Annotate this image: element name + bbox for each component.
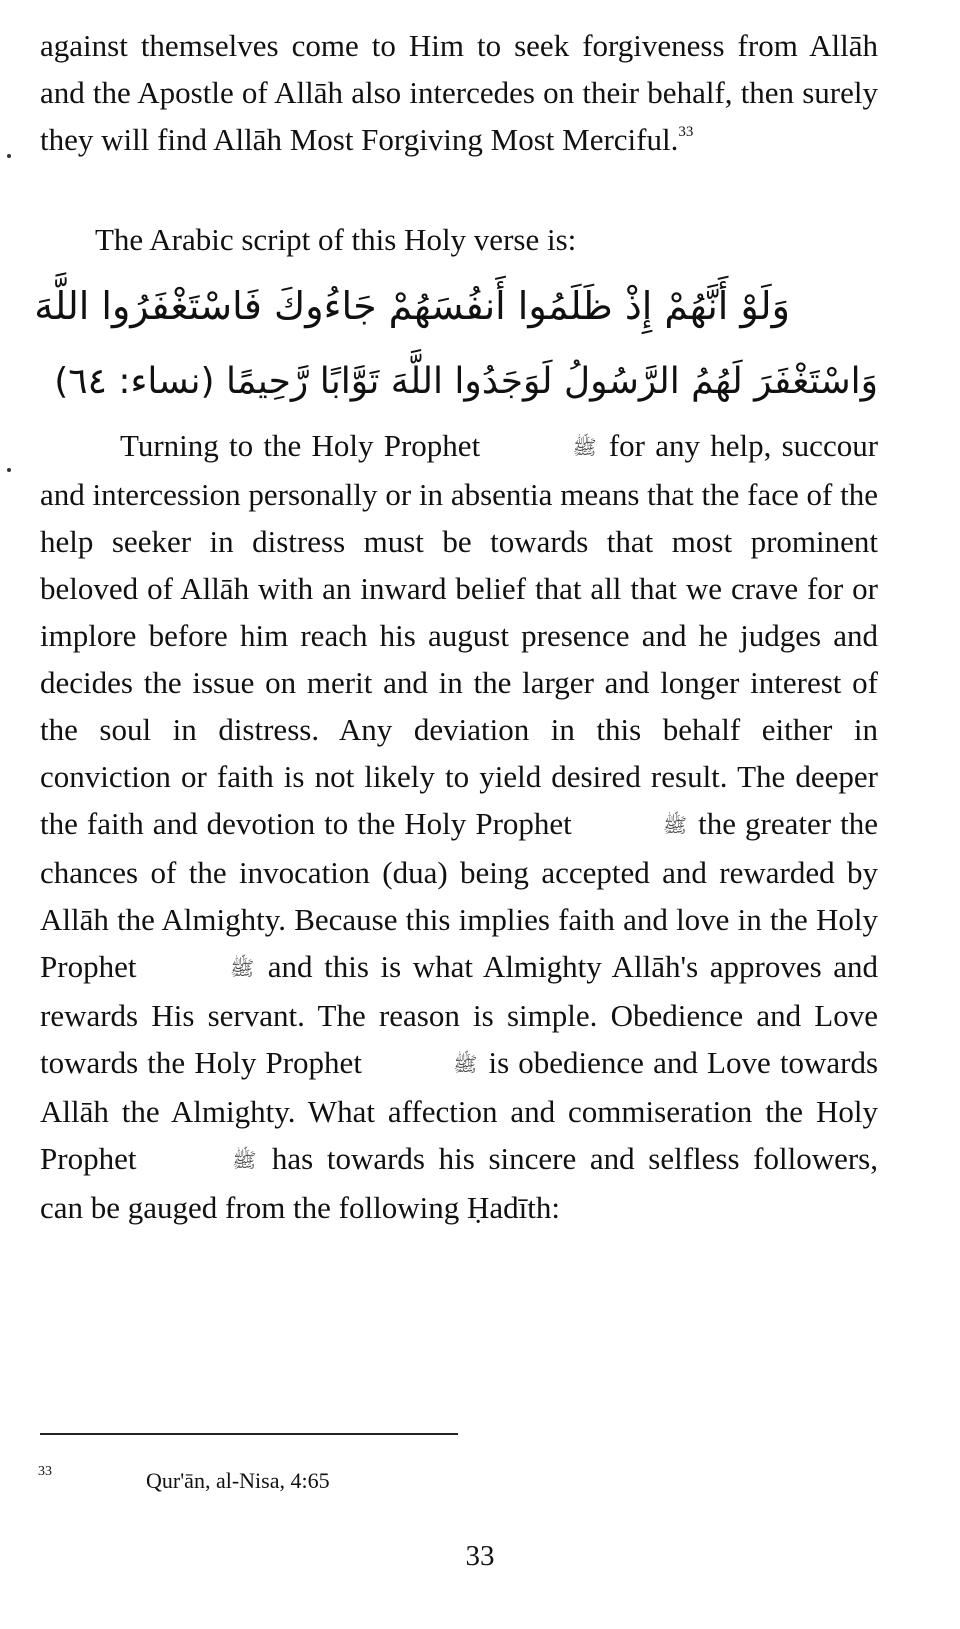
salutation-symbol-icon: ﷺ: [230, 956, 255, 980]
paragraph-arabic-intro: [40, 216, 878, 263]
paragraph-verse-translation: [40, 22, 878, 163]
salutation-symbol-icon: ﷺ: [572, 435, 597, 459]
paragraph-text: The Arabic script of this Holy verse is:: [95, 222, 577, 257]
margin-speck: [7, 154, 11, 158]
text-segment: the greater the chances of the invocation (dua) being accepted and rewarded by Allāh the Almighty. Because this implies faith and love in the Holy Prophet: [40, 806, 878, 984]
text-segment: is obedience and Love towards Allāh the Almighty. What affection and commiseration the Holy Prophet: [40, 1045, 879, 1176]
margin-speck: [7, 468, 11, 472]
footnote-divider: [40, 1433, 458, 1435]
salutation-symbol-icon: ﷺ: [662, 813, 688, 837]
salutation-symbol-icon: ﷺ: [232, 1148, 257, 1172]
text-segment: for any help, succour and intercession personally or in absentia means that the face of the help seeker in distress must be towards that most prominent beloved of Allāh with an inward belief that all that we crave for or implore before him reach his august presence and he judges and decides the issue on merit and in the larger and longer interest of the soul in distress. Any deviation in this behalf either in conviction or faith is not likely to yield desired result. The deeper the faith and devotion to the Holy Prophet: [40, 428, 879, 841]
footnote-reference: 33: [678, 124, 694, 140]
text-segment: Turning to the Holy Prophet: [120, 428, 481, 463]
paragraph-text: against themselves come to Him to seek forgiveness from Allāh and the Apostle of Allāh also intercedes on their behalf, then surely they will find Allāh Most Forgiving Most Merciful.: [40, 28, 878, 157]
text-segment: has towards his sincere and selfless followers, can be gauged from the following Ḥadīth:: [40, 1141, 878, 1225]
arabic-verse-reference: (نساء: ٦٤): [54, 361, 215, 402]
text-segment: and this is what Almighty Allāh's approves and rewards His servant. The reason is simple. Obedience and Love towards the Holy Prophet: [40, 949, 879, 1080]
paragraph-main-body: [40, 422, 878, 1231]
footnote-text: Qur'ān, al-Nisa, 4:65: [146, 1468, 330, 1493]
page-number: 33: [465, 1540, 495, 1572]
arabic-verse-text: وَاسْتَغْفَرَ لَهُمُ الرَّسُولُ لَوَجَدُوا اللَّهَ تَوَّابًا رَّحِيمًا: [226, 361, 878, 402]
arabic-verse-line-2: [54, 352, 878, 412]
salutation-symbol-icon: ﷺ: [453, 1052, 478, 1076]
footnote-number: 33: [38, 1464, 52, 1479]
arabic-verse-line-1: وَلَوْ أَنَّهُمْ إِذْ ظَلَمُوا أَنفُسَهُمْ جَاءُوكَ فَاسْتَغْفَرُوا اللَّهَ: [34, 284, 790, 328]
